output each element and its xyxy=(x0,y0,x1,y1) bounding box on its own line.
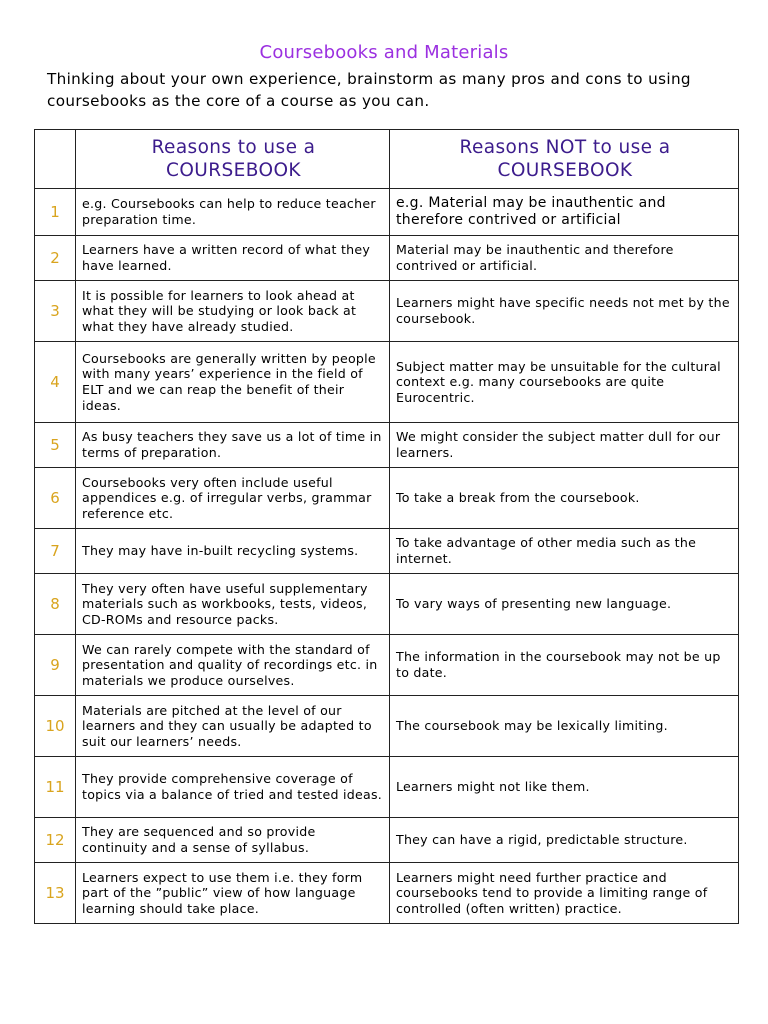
pros-cons-table xyxy=(34,129,739,924)
reason-to-use-cell: Coursebooks very often include useful appendices e.g. of irregular verbs, grammar reference etc. xyxy=(76,468,390,529)
table-row xyxy=(35,574,739,635)
table-row xyxy=(35,236,739,281)
table-row xyxy=(35,189,739,236)
row-number: 2 xyxy=(35,236,76,281)
table-row xyxy=(35,757,739,818)
table-row xyxy=(35,818,739,863)
table-row xyxy=(35,281,739,342)
reason-not-to-use-cell: To take advantage of other media such as the internet. xyxy=(390,529,739,574)
table-row xyxy=(35,696,739,757)
header-reasons-not-to-use: Reasons NOT to use a COURSEBOOK xyxy=(390,130,739,189)
reason-to-use-cell: We can rarely compete with the standard of presentation and quality of recordings etc. in materials we produce ourselves. xyxy=(76,635,390,696)
table-row xyxy=(35,529,739,574)
row-number: 1 xyxy=(35,189,76,236)
table-header-row xyxy=(35,130,739,189)
reason-to-use-cell: e.g. Coursebooks can help to reduce teacher preparation time. xyxy=(76,189,390,236)
row-number: 10 xyxy=(35,696,76,757)
table-row xyxy=(35,635,739,696)
row-number: 9 xyxy=(35,635,76,696)
reason-not-to-use-cell: The coursebook may be lexically limiting. xyxy=(390,696,739,757)
row-number: 5 xyxy=(35,423,76,468)
reason-to-use-cell: They very often have useful supplementary materials such as workbooks, tests, videos, CD-ROMs and resource packs. xyxy=(76,574,390,635)
reason-to-use-cell: As busy teachers they save us a lot of time in terms of preparation. xyxy=(76,423,390,468)
reason-to-use-cell: They may have in-built recycling systems. xyxy=(76,529,390,574)
reason-not-to-use-cell: Learners might not like them. xyxy=(390,757,739,818)
table-row xyxy=(35,468,739,529)
reason-not-to-use-cell: Learners might have specific needs not met by the coursebook. xyxy=(390,281,739,342)
table-row xyxy=(35,423,739,468)
row-number: 3 xyxy=(35,281,76,342)
reason-not-to-use-cell: e.g. Material may be inauthentic and therefore contrived or artificial xyxy=(390,189,739,236)
row-number: 8 xyxy=(35,574,76,635)
row-number: 13 xyxy=(35,863,76,924)
reason-to-use-cell: Coursebooks are generally written by people with many years’ experience in the field of ELT and we can reap the benefit of their ideas. xyxy=(76,342,390,423)
row-number: 4 xyxy=(35,342,76,423)
reason-to-use-cell: Learners expect to use them i.e. they form part of the ”public” view of how language learning should take place. xyxy=(76,863,390,924)
table-row xyxy=(35,863,739,924)
reason-not-to-use-cell: They can have a rigid, predictable structure. xyxy=(390,818,739,863)
header-reasons-to-use: Reasons to use a COURSEBOOK xyxy=(76,130,390,189)
reason-not-to-use-cell: To take a break from the coursebook. xyxy=(390,468,739,529)
reason-to-use-cell: Materials are pitched at the level of our learners and they can usually be adapted to suit our learners’ needs. xyxy=(76,696,390,757)
reason-to-use-cell: They are sequenced and so provide continuity and a sense of syllabus. xyxy=(76,818,390,863)
reason-not-to-use-cell: The information in the coursebook may not be up to date. xyxy=(390,635,739,696)
reason-not-to-use-cell: Material may be inauthentic and therefore contrived or artificial. xyxy=(390,236,739,281)
reason-not-to-use-cell: Learners might need further practice and coursebooks tend to provide a limiting range of controlled (often written) practice. xyxy=(390,863,739,924)
reason-to-use-cell: It is possible for learners to look ahead at what they will be studying or look back at what they have already studied. xyxy=(76,281,390,342)
reason-not-to-use-cell: We might consider the subject matter dull for our learners. xyxy=(390,423,739,468)
intro-text: Thinking about your own experience, brainstorm as many pros and cons to using coursebooks as the core of a course as you can. xyxy=(47,70,691,110)
page-title: Coursebooks and Materials xyxy=(259,42,509,63)
header-number-cell xyxy=(35,130,76,189)
row-number: 11 xyxy=(35,757,76,818)
reason-not-to-use-cell: To vary ways of presenting new language. xyxy=(390,574,739,635)
reason-to-use-cell: They provide comprehensive coverage of topics via a balance of tried and tested ideas. xyxy=(76,757,390,818)
table-row xyxy=(35,342,739,423)
reason-not-to-use-cell: Subject matter may be unsuitable for the cultural context e.g. many coursebooks are quite Eurocentric. xyxy=(390,342,739,423)
row-number: 12 xyxy=(35,818,76,863)
reason-to-use-cell: Learners have a written record of what they have learned. xyxy=(76,236,390,281)
row-number: 7 xyxy=(35,529,76,574)
row-number: 6 xyxy=(35,468,76,529)
